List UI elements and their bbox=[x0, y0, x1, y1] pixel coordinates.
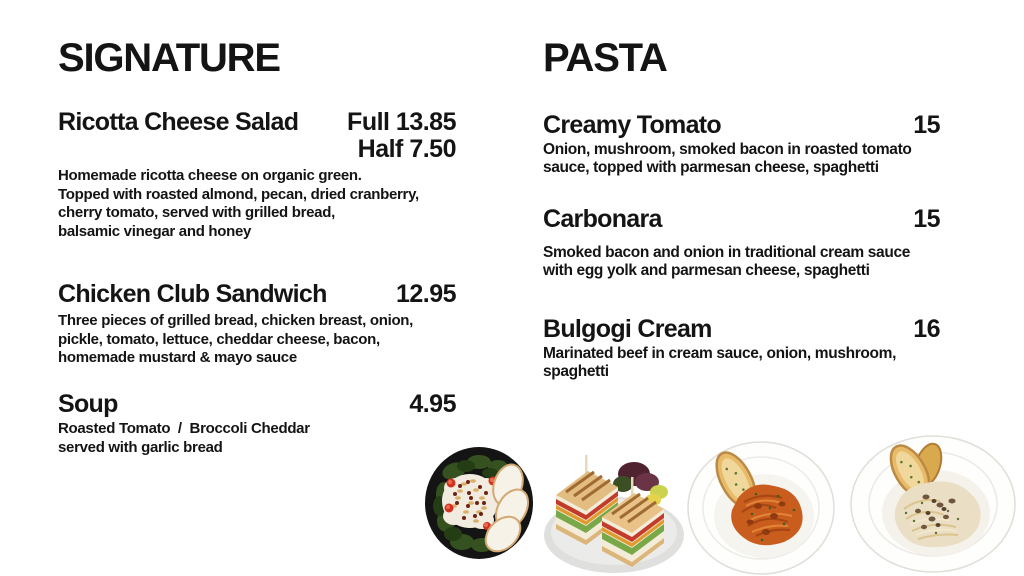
item-name: Bulgogi Cream bbox=[543, 315, 712, 343]
item-name: Chicken Club Sandwich bbox=[58, 280, 327, 308]
description-line: homemade mustard & mayo sauce bbox=[58, 349, 297, 366]
description-line: pickle, tomato, lettuce, cheddar cheese, bacon, bbox=[58, 330, 380, 348]
menu-item-bulgogi-cream bbox=[543, 316, 940, 381]
tomato-spaghetti bbox=[731, 485, 802, 546]
item-price: 15 bbox=[913, 205, 940, 233]
tomato-pasta-photo bbox=[686, 436, 836, 576]
item-name: Ricotta Cheese Salad bbox=[58, 108, 299, 136]
description-line: cherry tomato, served with grilled bread, bbox=[58, 204, 335, 221]
item-description bbox=[543, 345, 940, 381]
club-sandwich-photo bbox=[542, 441, 686, 575]
description-line: served with garlic bread bbox=[58, 438, 223, 456]
item-prices bbox=[396, 281, 456, 308]
description-line: with egg yolk and parmesan cheese, spaghetti bbox=[543, 262, 870, 279]
description-line: Onion, mushroom, smoked bacon in roasted tomato bbox=[543, 141, 912, 158]
menu-item-ricotta-cheese-salad bbox=[58, 109, 456, 241]
section-title-signature: SIGNATURE bbox=[58, 36, 280, 80]
item-description bbox=[58, 312, 456, 368]
item-prices bbox=[347, 109, 456, 163]
item-description bbox=[58, 420, 456, 457]
item-description bbox=[58, 167, 456, 241]
description-line: balsamic vinegar and honey bbox=[58, 222, 252, 240]
item-price: 4.95 bbox=[409, 390, 456, 418]
item-price: 15 bbox=[913, 111, 940, 139]
cream-spaghetti bbox=[895, 481, 981, 547]
item-prices bbox=[409, 391, 456, 418]
menu-item-creamy-tomato bbox=[543, 112, 940, 177]
item-price: 12.95 bbox=[395, 280, 456, 308]
item-description bbox=[543, 141, 940, 177]
ricotta-salad-photo bbox=[424, 446, 534, 562]
description-line: Topped with roasted almond, pecan, dried cranberry, bbox=[58, 185, 419, 203]
description-line: sauce, topped with parmesan cheese, spaghetti bbox=[543, 159, 879, 176]
item-name: Soup bbox=[58, 390, 118, 418]
item-prices bbox=[913, 112, 940, 139]
description-line: spaghetti bbox=[543, 363, 609, 380]
item-price: 16 bbox=[913, 315, 940, 343]
description-line: Roasted Tomato / Broccoli Cheddar bbox=[58, 420, 310, 437]
menu-item-carbonara bbox=[543, 206, 940, 280]
description-line: Marinated beef in cream sauce, onion, mushroom, bbox=[543, 345, 897, 362]
item-price-half: Half 7.50 bbox=[357, 135, 456, 163]
description-line: Three pieces of grilled bread, chicken breast, onion, bbox=[58, 312, 414, 329]
section-title-pasta: PASTA bbox=[543, 36, 667, 80]
menu-item-soup bbox=[58, 391, 456, 457]
description-line: Smoked bacon and onion in traditional cream sauce bbox=[543, 244, 910, 261]
item-name: Creamy Tomato bbox=[543, 111, 721, 139]
item-name: Carbonara bbox=[543, 205, 662, 233]
item-prices bbox=[913, 206, 940, 233]
item-prices bbox=[913, 316, 940, 343]
item-price-full: Full 13.85 bbox=[347, 108, 456, 136]
menu-item-chicken-club-sandwich bbox=[58, 281, 456, 368]
item-description bbox=[543, 244, 940, 280]
description-line: Homemade ricotta cheese on organic green. bbox=[58, 167, 362, 184]
cream-pasta-photo bbox=[848, 431, 1018, 576]
